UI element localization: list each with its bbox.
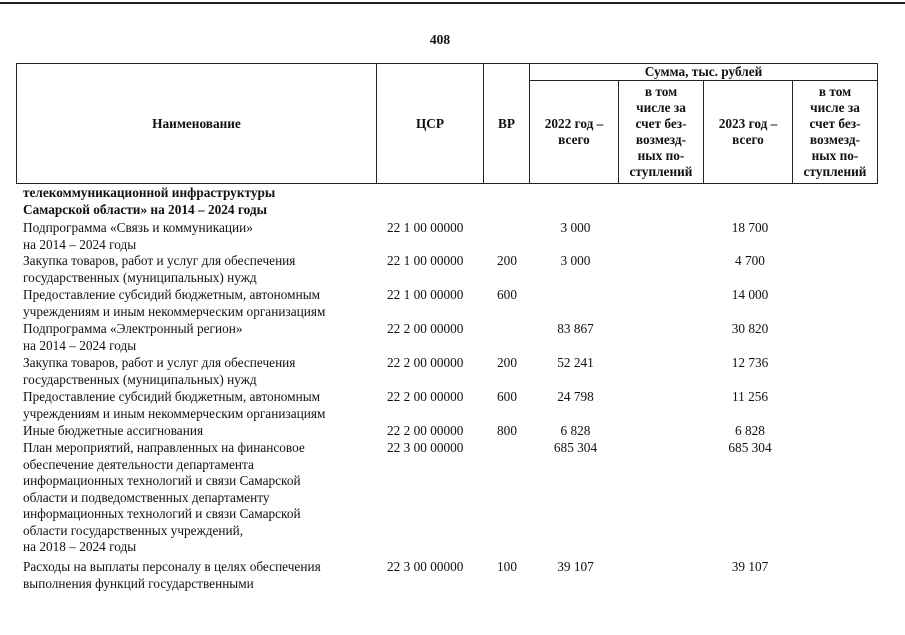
row-name-line: Предоставление субсидий бюджетным, автономным — [23, 389, 321, 404]
row-name-line: телекоммуникационной инфраструктуры — [23, 185, 276, 200]
row-name-line: Иные бюджетные ассигнования — [23, 423, 204, 438]
row-sum-2023: 18 700 — [731, 220, 769, 235]
row-sum-2022: 52 241 — [557, 355, 594, 370]
row-name-line: Расходы на выплаты персоналу в целях обеспечения — [23, 559, 321, 574]
header-2023-gratuitous-line: ступлений — [803, 164, 867, 179]
row-name-line: обеспечение деятельности департамента — [23, 456, 254, 472]
row-name-line: государственных (муниципальных) нужд — [23, 371, 257, 387]
row-csr: 22 2 00 00000 — [387, 423, 464, 438]
top-border-line — [0, 2, 905, 4]
page-number: 408 — [429, 32, 451, 47]
row-name-line: учреждениям и иным некоммерческим организациям — [23, 303, 326, 319]
row-name-line: Закупка товаров, работ и услуг для обеспечения — [23, 253, 296, 268]
header-2023-gratuitous-line: возмезд- — [809, 132, 861, 147]
row-vr: 600 — [497, 287, 517, 302]
header-2022-gratuitous-line: счет без- — [635, 116, 687, 131]
row-csr: 22 1 00 00000 — [387, 220, 464, 235]
row-name — [23, 440, 375, 556]
row-name — [23, 559, 375, 592]
header-2022-gratuitous-line: в том — [644, 84, 678, 99]
header-2022-gratuitous-line: ных по- — [637, 148, 685, 163]
row-name — [23, 389, 375, 422]
row-csr: 22 2 00 00000 — [387, 355, 464, 370]
header-2022-gratuitous-line: числе за — [636, 100, 686, 115]
header-csr: ЦСР — [376, 63, 484, 184]
row-sum-2023: 11 256 — [731, 389, 769, 404]
header-2023-gratuitous — [792, 80, 878, 184]
header-2023-total: 2023 год – всего — [703, 80, 793, 184]
row-csr: 22 3 00 00000 — [387, 559, 464, 574]
row-csr: 22 2 00 00000 — [387, 389, 464, 404]
row-name-line: области и подведомственных департаменту — [23, 489, 270, 505]
header-2022-gratuitous-line: ступлений — [629, 164, 693, 179]
row-sum-2022: 83 867 — [557, 321, 594, 336]
header-sum: Сумма, тыс. рублей — [529, 63, 878, 81]
row-sum-2022: 24 798 — [557, 389, 594, 404]
row-vr: 200 — [497, 355, 517, 370]
header-2022-total: 2022 год – всего — [529, 80, 619, 184]
header-2023-gratuitous-line: в том — [818, 84, 852, 99]
row-sum-2022: 3 000 — [560, 253, 591, 268]
row-name-line: информационных технологий и связи Самарской — [23, 506, 301, 521]
header-2023-gratuitous-line: счет без- — [809, 116, 861, 131]
row-sum-2023: 14 000 — [731, 287, 769, 302]
row-sum-2023: 4 700 — [735, 253, 765, 268]
row-name-line: учреждениям и иным некоммерческим организациям — [23, 405, 326, 421]
row-vr: 100 — [497, 559, 517, 574]
row-name-line: выполнения функций государственными — [23, 575, 254, 591]
header-name: Наименование — [16, 63, 377, 184]
header-2023-gratuitous-line: ных по- — [811, 148, 859, 163]
row-sum-2023: 12 736 — [731, 355, 769, 370]
header-2022-gratuitous-line: возмезд- — [635, 132, 687, 147]
header-2022-gratuitous — [618, 80, 704, 184]
row-name — [23, 185, 375, 218]
row-csr: 22 1 00 00000 — [387, 287, 464, 302]
row-csr: 22 1 00 00000 — [387, 253, 464, 268]
row-name-line: информационных технологий и связи Самарской — [23, 473, 301, 488]
row-sum-2023: 39 107 — [731, 559, 769, 574]
row-sum-2022: 6 828 — [560, 423, 591, 438]
row-name-line: План мероприятий, направленных на финансовое — [23, 440, 305, 455]
row-sum-2022: 39 107 — [557, 559, 594, 574]
row-name — [23, 253, 375, 286]
row-vr: 200 — [497, 253, 517, 268]
header-2023-gratuitous-line: числе за — [810, 100, 860, 115]
row-csr: 22 2 00 00000 — [387, 321, 464, 336]
row-name-line: области государственных учреждений, — [23, 522, 244, 538]
row-vr: 600 — [497, 389, 517, 404]
row-sum-2023: 685 304 — [728, 440, 772, 455]
row-name-line: Самарской области» на 2014 – 2024 годы — [23, 201, 267, 217]
row-sum-2023: 6 828 — [735, 423, 765, 438]
row-name-line: на 2014 – 2024 годы — [23, 236, 137, 252]
row-name — [23, 220, 375, 253]
row-csr: 22 3 00 00000 — [387, 440, 464, 455]
row-name — [23, 355, 375, 388]
row-name-line: Подпрограмма «Связь и коммуникации» — [23, 220, 253, 235]
row-name-line: Подпрограмма «Электронный регион» — [23, 321, 243, 336]
row-name — [23, 287, 375, 320]
row-sum-2023: 30 820 — [731, 321, 769, 336]
row-name-line: Закупка товаров, работ и услуг для обеспечения — [23, 355, 296, 370]
row-name-line: на 2014 – 2024 годы — [23, 337, 137, 353]
table-header — [16, 63, 878, 184]
row-name-line: Предоставление субсидий бюджетным, автономным — [23, 287, 321, 302]
header-vr: ВР — [483, 63, 530, 184]
row-name — [23, 423, 375, 440]
row-name — [23, 321, 375, 354]
row-vr: 800 — [497, 423, 517, 438]
row-sum-2022: 685 304 — [553, 440, 598, 455]
row-sum-2022: 3 000 — [560, 220, 591, 235]
row-name-line: государственных (муниципальных) нужд — [23, 269, 257, 285]
row-name-line: на 2018 – 2024 годы — [23, 539, 137, 554]
